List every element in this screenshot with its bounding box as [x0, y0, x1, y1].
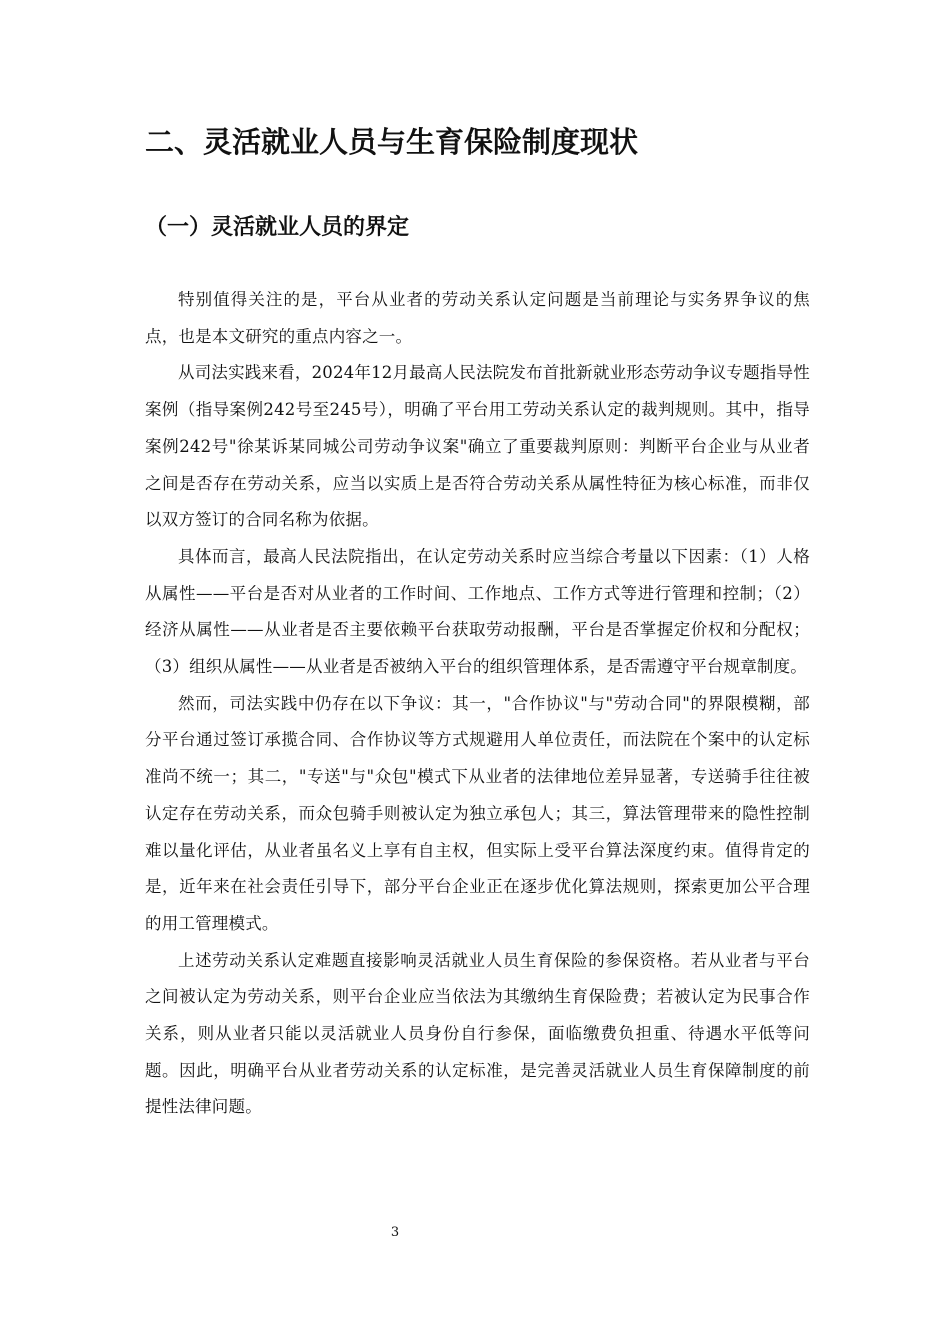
paragraph-5: 上述劳动关系认定难题直接影响灵活就业人员生育保险的参保资格。若从业者与平台之间被认定为劳动关系，则平台企业应当依法为其缴纳生育保险费；若被认定为民事合作关系，则从业者只能以灵活就业人员身份自行参保，面临缴费负担重、待遇水平低等问题。因此，明确平台从业者劳动关系的认定标准，是完善灵活就业人员生育保障制度的前提性法律问题。	[145, 950, 810, 1117]
subsection-heading: （一）灵活就业人员的界定	[145, 215, 410, 240]
paragraph-2: 从司法实践来看，2024年12月最高人民法院发布首批新就业形态劳动争议专题指导性案例（指导案例242号至245号），明确了平台用工劳动关系认定的裁判规则。其中，指导案例242号"徐某诉某同城公司劳动争议案"确立了重要裁判原则：判断平台企业与从业者之间是否存在劳动关系，应当以实质上是否符合劳动关系从属性特征为核心标准，而非仅以双方签订的合同名称为依据。	[145, 363, 810, 530]
paragraph-3: 具体而言，最高人民法院指出，在认定劳动关系时应当综合考量以下因素：（1）人格从属性——平台是否对从业者的工作时间、工作地点、工作方式等进行管理和控制；（2）经济从属性——从业者是否主要依赖平台获取劳动报酬，平台是否掌握定价权和分配权；（3）组织从属性——从业者是否被纳入平台的组织管理体系，是否需遵守平台规章制度。	[145, 546, 810, 677]
paragraph-4: 然而，司法实践中仍存在以下争议：其一，"合作协议"与"劳动合同"的界限模糊，部分平台通过签订承揽合同、合作协议等方式规避用人单位责任，而法院在个案中的认定标准尚不统一；其二，"专送"与"众包"模式下从业者的法律地位差异显著，专送骑手往往被认定存在劳动关系，而众包骑手则被认定为独立承包人；其三，算法管理带来的隐性控制难以量化评估，从业者虽名义上享有自主权，但实际上受平台算法深度约束。值得肯定的是，近年来在社会责任引导下，部分平台企业正在逐步优化算法规则，探索更加公平合理的用工管理模式。	[145, 693, 810, 933]
body-text	[145, 282, 810, 1126]
paragraph-1: 特别值得关注的是，平台从业者的劳动关系认定问题是当前理论与实务界争议的焦点，也是本文研究的重点内容之一。	[145, 290, 810, 346]
page-number: 3	[390, 1225, 400, 1240]
section-heading: 二、灵活就业人员与生育保险制度现状	[145, 125, 639, 159]
